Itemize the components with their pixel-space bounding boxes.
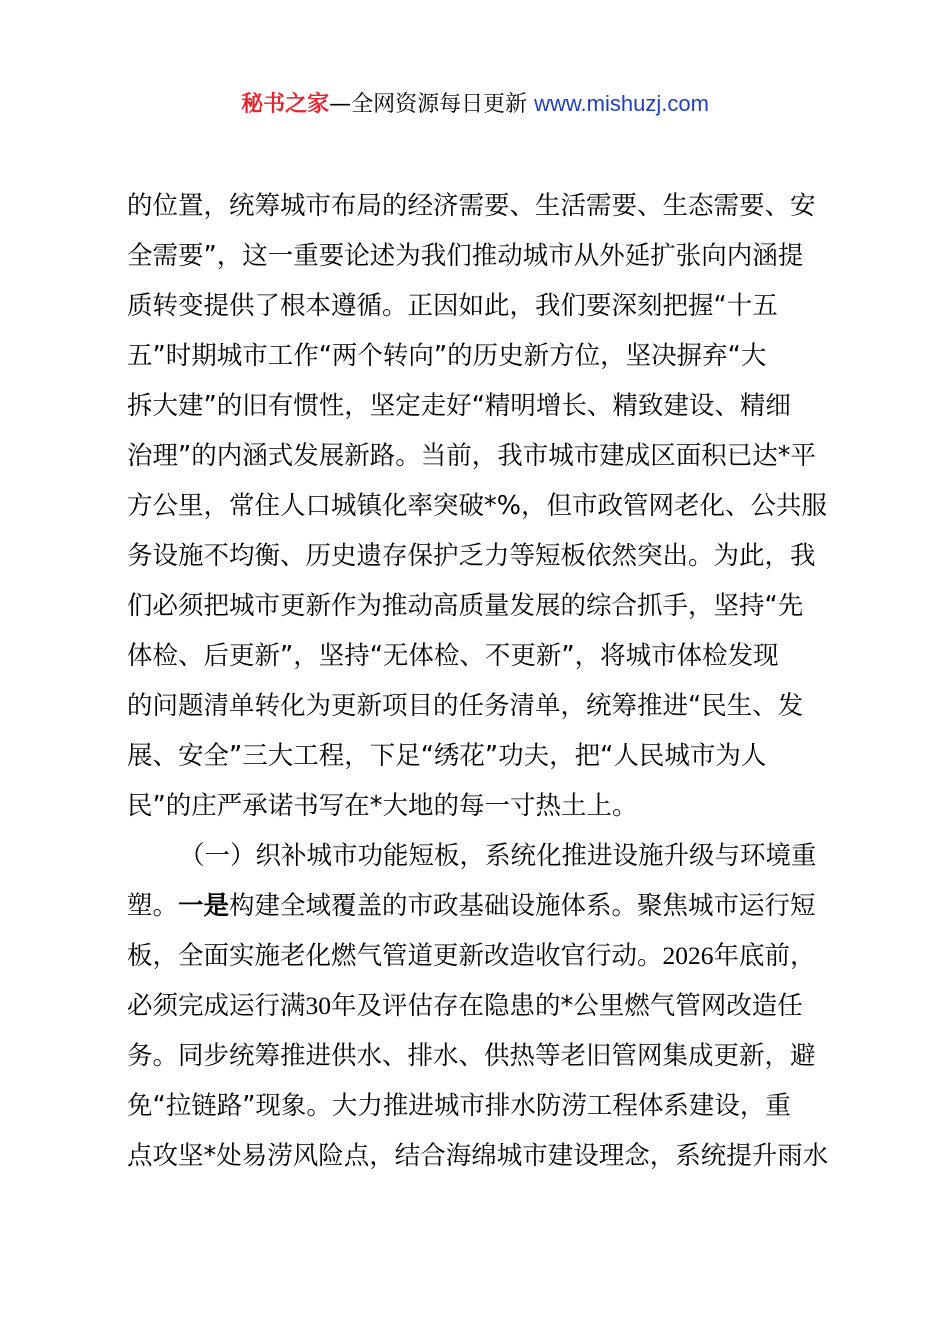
text-fragment: 构建全域覆盖的市政基础设施体系。聚焦城市运行短 [229, 891, 816, 921]
text-line: 全需要”，这一重要论述为我们推动城市从外延扩张向内涵提 [127, 241, 804, 271]
text-line: 治理”的内涵式发展新路。当前，我市城市建成区面积已达*平 [127, 441, 816, 471]
text-line: 免“拉链路”现象。大力推进城市排水防涝工程体系建设，重 [127, 1091, 791, 1121]
site-brand[interactable]: 秘书之家 [241, 92, 330, 117]
site-tagline: —全网资源每日更新 [329, 92, 528, 117]
text-line: 们必须把城市更新作为推动高质量发展的综合抓手，坚持“先 [127, 591, 804, 621]
text-line: 的位置，统筹城市布局的经济需要、生活需要、生态需要、安 [127, 191, 816, 221]
text-line: 务。同步统筹推进供水、排水、供热等老旧管网集成更新，避 [127, 1041, 816, 1071]
text-line: 展、安全”三大工程，下足“绣花”功夫，把“人民城市为人 [127, 741, 767, 771]
text-line: 点攻坚*处易涝风险点，结合海绵城市建设理念，系统提升雨水 [127, 1141, 829, 1171]
text-fragment: 年及评估存在隐患的*公里燃气管网改造任 [331, 991, 803, 1021]
text-line [127, 981, 837, 1031]
text-fragment: 必须完成运行满 [127, 991, 306, 1021]
text-fragment: 板，全面实施老化燃气管道更新改造收官行动。 [127, 941, 663, 971]
text-line [127, 881, 837, 931]
text-line: 民”的庄严承诺书写在*大地的每一寸热土上。 [127, 791, 638, 821]
site-header [0, 88, 950, 121]
years-number: 30 [305, 991, 332, 1020]
text-line: 体检、后更新”，坚持“无体检、不更新”，将城市体检发现 [127, 641, 779, 671]
text-line: 方公里，常住人口城镇化率突破*%，但市政管网老化、公共服 [127, 491, 827, 521]
site-url-link[interactable]: www.mishuzj.com [534, 91, 709, 116]
text-fragment: 年底前， [713, 941, 816, 971]
year-number: 2026 [662, 941, 714, 970]
document-body [127, 181, 837, 1181]
text-fragment: 塑。 [127, 891, 179, 921]
text-line: 务设施不均衡、历史遗存保护乏力等短板依然突出。为此，我 [127, 541, 816, 571]
text-line [127, 931, 837, 981]
text-line: 质转变提供了根本遵循。正因如此，我们要深刻把握“十五 [127, 291, 778, 321]
text-line: 拆大建”的旧有惯性，坚定走好“精明增长、精致建设、精细 [127, 391, 791, 421]
text-line: 五”时期城市工作“两个转向”的历史新方位，坚决摒弃“大 [127, 341, 767, 371]
bold-label: 一是 [178, 891, 230, 921]
text-line: 的问题清单转化为更新项目的任务清单，统筹推进“民生、发 [127, 691, 804, 721]
section-heading-line: （一）织补城市功能短板，系统化推进设施升级与环境重 [179, 841, 817, 871]
